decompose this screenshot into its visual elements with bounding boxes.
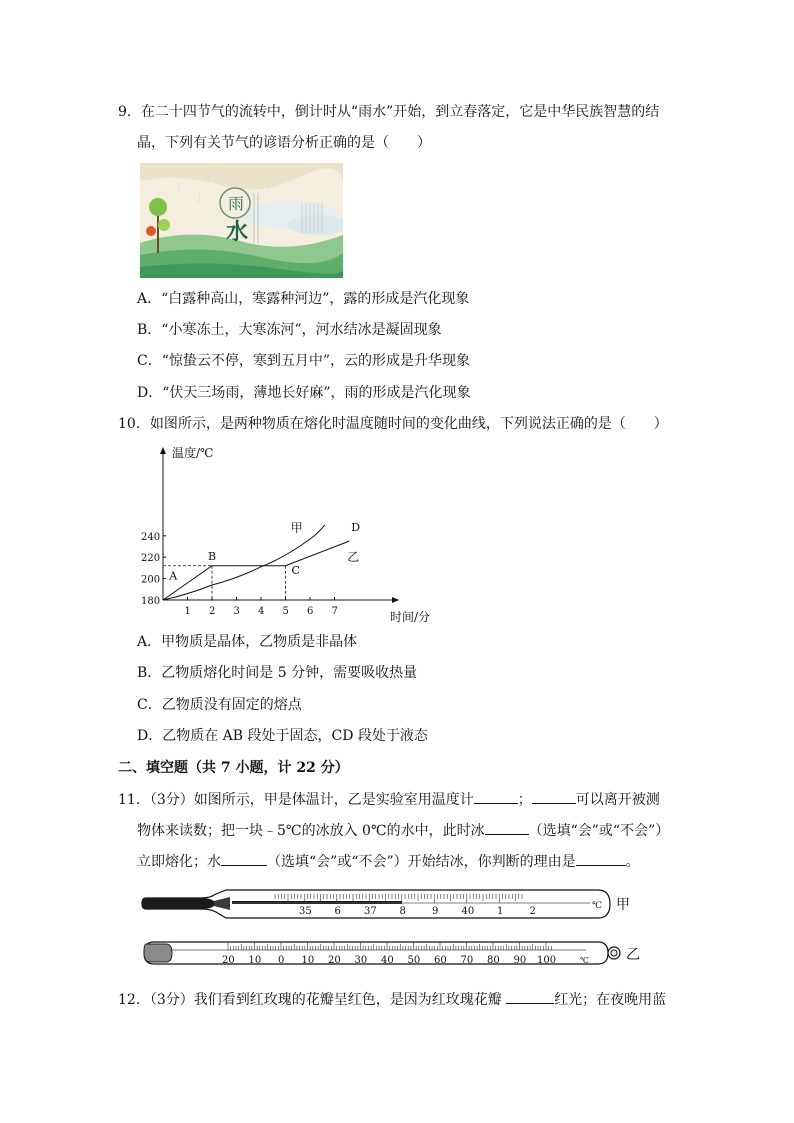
point-label-B: B xyxy=(208,549,217,563)
jia-scale-label: 37 xyxy=(364,906,377,917)
q12-text-1b: 红光；在夜晚用蓝 xyxy=(554,992,667,1008)
q9-stem-line1: 9．在二十四节气的流转中，倒计时从“雨水”开始，到立春落定，它是中华民族智慧的结 xyxy=(118,104,660,120)
q11-text-3a: 立即熔化；水 xyxy=(137,854,221,870)
point-label-D: D xyxy=(351,521,361,535)
yi-scale-label: 80 xyxy=(487,955,500,966)
point-label-A: A xyxy=(169,569,178,583)
yi-scale-label: 10 xyxy=(301,955,315,966)
q11-blank-3[interactable] xyxy=(485,820,529,835)
x-axis-label: 时间/分 xyxy=(390,610,431,624)
q11-blank-2[interactable] xyxy=(532,789,576,804)
melting-curve-chart xyxy=(130,440,450,630)
q9-option-b[interactable]: B．“小寒冻土，大寒冻河”，河水结冰是凝固现象 xyxy=(137,322,442,338)
yi-scale-label: 70 xyxy=(460,955,474,966)
y-tick-label: 200 xyxy=(141,574,161,586)
image-char-yu: 雨 xyxy=(228,194,245,213)
q11-text-1c: 可以离开被测 xyxy=(575,792,660,808)
jia-scale-label: 40 xyxy=(461,906,475,917)
jia-scale-label: 2 xyxy=(529,906,536,917)
q11-blank-1[interactable] xyxy=(474,789,518,804)
yi-label: 乙 xyxy=(626,947,640,963)
jia-label: 甲 xyxy=(616,897,630,913)
jia-unit: ℃ xyxy=(592,901,603,911)
q10-option-d[interactable]: D．乙物质在 AB 段处于固态，CD 段处于液态 xyxy=(137,728,428,744)
y-axis-label: 温度/℃ xyxy=(172,446,214,460)
yi-scale-label: 90 xyxy=(513,955,527,966)
x-tick-label: 3 xyxy=(233,606,240,617)
q9-option-d[interactable]: D．“伏天三场雨，薄地长好麻”，雨的形成是汽化现象 xyxy=(137,385,471,401)
q10-option-a[interactable]: A．甲物质是晶体，乙物质是非晶体 xyxy=(137,634,358,650)
q9-option-c[interactable]: C．“惊蛰云不停，寒到五月中”，云的形成是升华现象 xyxy=(137,353,471,369)
q12-text-1a: 12．（3分）我们看到红玫瑰的花瓣呈红色，是因为红玫瑰花瓣 xyxy=(118,992,502,1008)
q9-option-a[interactable]: A．“白露种高山，寒露种河边”，露的形成是汽化现象 xyxy=(137,291,470,307)
jia-scale-label: 9 xyxy=(432,906,439,917)
yi-scale-label: 10 xyxy=(248,955,262,966)
q11-blank-5[interactable] xyxy=(576,851,626,866)
yi-unit: ℃ xyxy=(580,956,589,965)
x-tick-label: 5 xyxy=(282,606,289,617)
yi-scale-label: 60 xyxy=(434,955,447,966)
yi-scale-label: 20 xyxy=(222,955,235,966)
q11-text-3b: （选填“会”或“不会”）开始结冰，你判断的理由是 xyxy=(267,854,576,870)
q11-line3 xyxy=(137,851,640,872)
series-line-yi xyxy=(163,541,349,600)
q10-option-b[interactable]: B．乙物质熔化时间是 5 分钟，需要吸收热量 xyxy=(137,665,418,681)
yi-scale-label: 20 xyxy=(328,955,341,966)
jia-scale-label: 35 xyxy=(299,906,312,917)
jia-scale-label: 8 xyxy=(399,906,406,917)
x-tick-label: 2 xyxy=(209,606,216,617)
yi-scale-label: 100 xyxy=(537,955,557,966)
q12-blank-1[interactable] xyxy=(506,989,554,1004)
image-char-shui: 水 xyxy=(226,219,249,245)
point-label-C: C xyxy=(291,563,300,577)
rain-water-illustration xyxy=(140,163,343,278)
q11-text-1b: ； xyxy=(517,792,532,808)
jia-scale-label: 6 xyxy=(334,906,341,917)
y-tick-label: 180 xyxy=(141,596,161,607)
q9-stem-line2: 晶，下列有关节气的谚语分析正确的是（ ） xyxy=(137,135,431,151)
y-tick-label: 240 xyxy=(141,531,161,543)
lab-thermometer xyxy=(140,936,640,974)
q10-stem: 10．如图所示，是两种物质在熔化时温度随时间的变化曲线，下列说法正确的是（ ） xyxy=(118,416,668,432)
yi-scale-label: 50 xyxy=(407,955,421,966)
x-tick-label: 4 xyxy=(258,606,265,617)
x-tick-label: 1 xyxy=(184,606,191,617)
series-name-label: 乙 xyxy=(347,550,360,565)
q11-blank-4[interactable] xyxy=(221,851,267,866)
x-tick-label: 6 xyxy=(307,606,314,617)
section-title-fill-in: 二、填空题（共 7 小题，计 22 分） xyxy=(118,760,349,776)
y-tick-label: 220 xyxy=(141,553,161,565)
q11-line2 xyxy=(137,820,669,841)
q12-line1 xyxy=(118,989,666,1010)
q11-text-2a: 物体来读数；把一块﹣5℃的冰放入 0℃的水中，此时冰 xyxy=(137,823,485,839)
q11-line1 xyxy=(118,789,660,810)
yi-scale-label: 40 xyxy=(381,955,394,966)
yi-scale-label: 30 xyxy=(354,955,368,966)
q11-text-2b: （选填“会”或“不会”） xyxy=(528,823,670,839)
jia-scale-label: 1 xyxy=(497,906,504,917)
x-tick-label: 7 xyxy=(331,606,338,617)
yi-scale-label: 0 xyxy=(278,955,285,966)
series-line-jia xyxy=(163,525,325,600)
q11-text-1a: 11．（3分）如图所示，甲是体温计，乙是实验室用温度计 xyxy=(118,792,474,808)
clinical-thermometer xyxy=(140,885,640,925)
series-name-label: 甲 xyxy=(290,521,303,536)
q11-text-3c: 。 xyxy=(625,854,640,870)
q10-option-c[interactable]: C．乙物质没有固定的熔点 xyxy=(137,697,302,713)
